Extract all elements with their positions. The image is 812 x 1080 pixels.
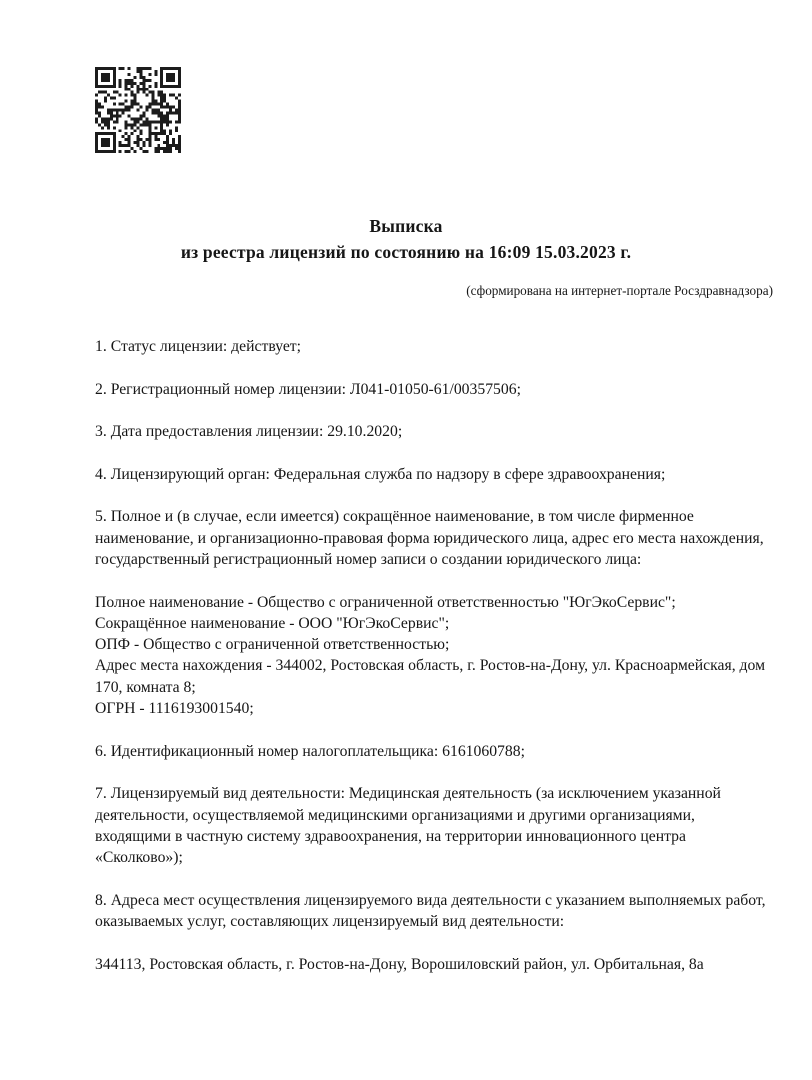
document-subtitle: (сформирована на интернет-портале Росздравнадзора) xyxy=(466,283,773,298)
paragraph-licensed-activity: 7. Лицензируемый вид деятельности: Медицинская деятельность (за исключением указанной деятельности, осуществляемой медицинскими организациями и другими организациями, входящими в частную систему здравоохранения, на территории инновационного центра «Сколково»); xyxy=(95,785,721,867)
document-title: Выписка xyxy=(369,216,443,236)
org-full-name: Полное наименование - Общество с ограниченной ответственностью "ЮгЭкоСервис"; xyxy=(95,593,676,611)
org-details-block xyxy=(95,592,773,720)
paragraph-license-status: 1. Статус лицензии: действует; xyxy=(95,338,302,355)
document-title-block xyxy=(0,213,812,265)
paragraph-registration-number: 2. Регистрационный номер лицензии: Л041-01050-61/00357506; xyxy=(95,380,521,398)
activity-address-line: 344113, Ростовская область, г. Ростов-на-Дону, Ворошиловский район, ул. Орбитальная, 8а xyxy=(95,955,704,973)
qr-code-icon xyxy=(95,67,181,153)
org-address: Адрес места нахождения - 344002, Ростовская область, г. Ростов-на-Дону, ул. Красноармейская, дом 170, комната 8; xyxy=(95,657,765,696)
paragraph-grant-date: 3. Дата предоставления лицензии: 29.10.2020; xyxy=(95,423,403,441)
paragraph-licensing-authority: 4. Лицензирующий орган: Федеральная служба по надзору в сфере здравоохранения; xyxy=(95,465,666,483)
paragraph-org-name-intro: 5. Полное и (в случае, если имеется) сокращённое наименование, в том числе фирменное наименование, и организационно-правовая форма юридического лица, адрес его места нахождения, государственный регистрационный номер записи о создании юридического лица: xyxy=(95,508,764,568)
org-short-name: Сокращённое наименование - ООО "ЮгЭкоСервис"; xyxy=(95,614,450,632)
paragraph-taxpayer-number: 6. Идентификационный номер налогоплательщика: 6161060788; xyxy=(95,742,525,760)
org-legal-form: ОПФ - Общество с ограниченной ответственностью; xyxy=(95,636,450,654)
org-ogrn: ОГРН - 1116193001540; xyxy=(95,700,254,718)
paragraph-activity-addresses-intro: 8. Адреса мест осуществления лицензируемого вида деятельности с указанием выполняемых работ, оказываемых услуг, составляющих лицензируемый вид деятельности: xyxy=(95,891,766,931)
document-body xyxy=(95,336,773,975)
document-title-line2: из реестра лицензий по состоянию на 16:09 15.03.2023 г. xyxy=(180,242,632,262)
